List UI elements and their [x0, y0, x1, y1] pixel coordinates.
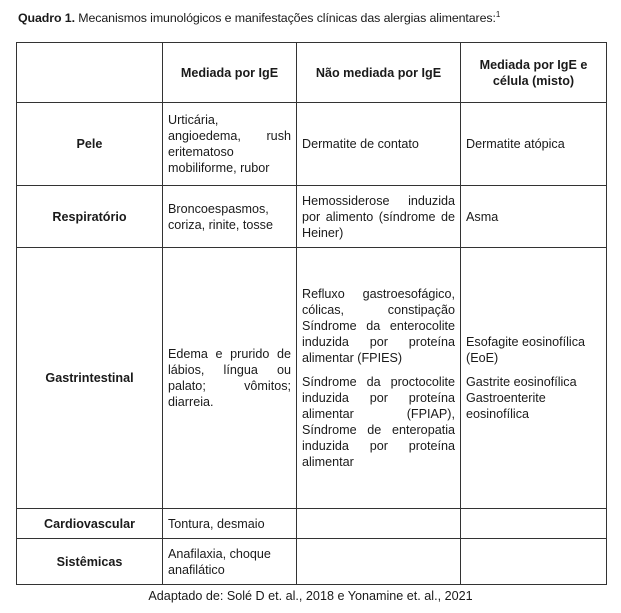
- cell-ige: Tontura, desmaio: [163, 509, 297, 539]
- caption-reference: 1: [495, 10, 501, 19]
- row-system: Pele: [17, 103, 163, 186]
- source-note: Adaptado de: Solé D et. al., 2018 e Yonamine et. al., 2021: [148, 589, 473, 603]
- table-row: [17, 186, 607, 248]
- cell-mixed-part1: Esofagite eosinofílica (EoE): [466, 335, 586, 365]
- table-row: [17, 248, 607, 509]
- caption-label: Quadro 1.: [18, 11, 75, 26]
- header-non-ige: Não mediada por IgE: [297, 43, 461, 103]
- paragraph-gap: [466, 366, 601, 374]
- cell-ige: Urticária, angioedema, rush eritematoso mobiliforme, rubor: [163, 103, 297, 186]
- cell-ige: Anafilaxia, choque anafilático: [163, 539, 297, 585]
- cell-non-ige: [297, 539, 461, 585]
- cell-non-ige: [297, 509, 461, 539]
- cell-ige: Edema e prurido de lábios, língua ou palato; vômitos; diarreia.: [163, 248, 297, 509]
- header-empty: [17, 43, 163, 103]
- paragraph-gap: [302, 366, 455, 374]
- cell-non-ige-part1: Refluxo gastroesofágico, cólicas, constipação Síndrome da enterocolite induzida por proteína alimentar (FPIES): [302, 287, 455, 365]
- table-row: [17, 509, 607, 539]
- cell-non-ige: Dermatite de contato: [297, 103, 461, 186]
- row-system: Sistêmicas: [17, 539, 163, 585]
- cell-mixed: [461, 539, 607, 585]
- cell-non-ige: Hemossiderose induzida por alimento (síndrome de Heiner): [297, 186, 461, 248]
- row-system: Gastrintestinal: [17, 248, 163, 509]
- table-row: [17, 539, 607, 585]
- cell-non-ige: [297, 248, 461, 509]
- cell-ige: Broncoespasmos, coriza, rinite, tosse: [163, 186, 297, 248]
- cell-mixed-part2: Gastrite eosinofílica Gastroenterite eosinofílica: [466, 375, 577, 421]
- caption-text: Mecanismos imunológicos e manifestações clínicas das alergias alimentares:: [74, 11, 496, 26]
- header-ige: Mediada por IgE: [163, 43, 297, 103]
- table-header-row: [17, 43, 607, 103]
- row-system: Cardiovascular: [17, 509, 163, 539]
- header-mixed: Mediada por IgE e célula (misto): [461, 43, 607, 103]
- cell-mixed: [461, 248, 607, 509]
- cell-mixed: [461, 509, 607, 539]
- allergy-table: [16, 42, 607, 585]
- row-system: Respiratório: [17, 186, 163, 248]
- cell-mixed: Asma: [461, 186, 607, 248]
- cell-mixed: Dermatite atópica: [461, 103, 607, 186]
- cell-non-ige-part2: Síndrome da proctocolite induzida por proteína alimentar (FPIAP), Síndrome de enteropatia induzida por proteína alimentar: [302, 375, 455, 469]
- table-caption: [18, 10, 618, 25]
- table-row: [17, 103, 607, 186]
